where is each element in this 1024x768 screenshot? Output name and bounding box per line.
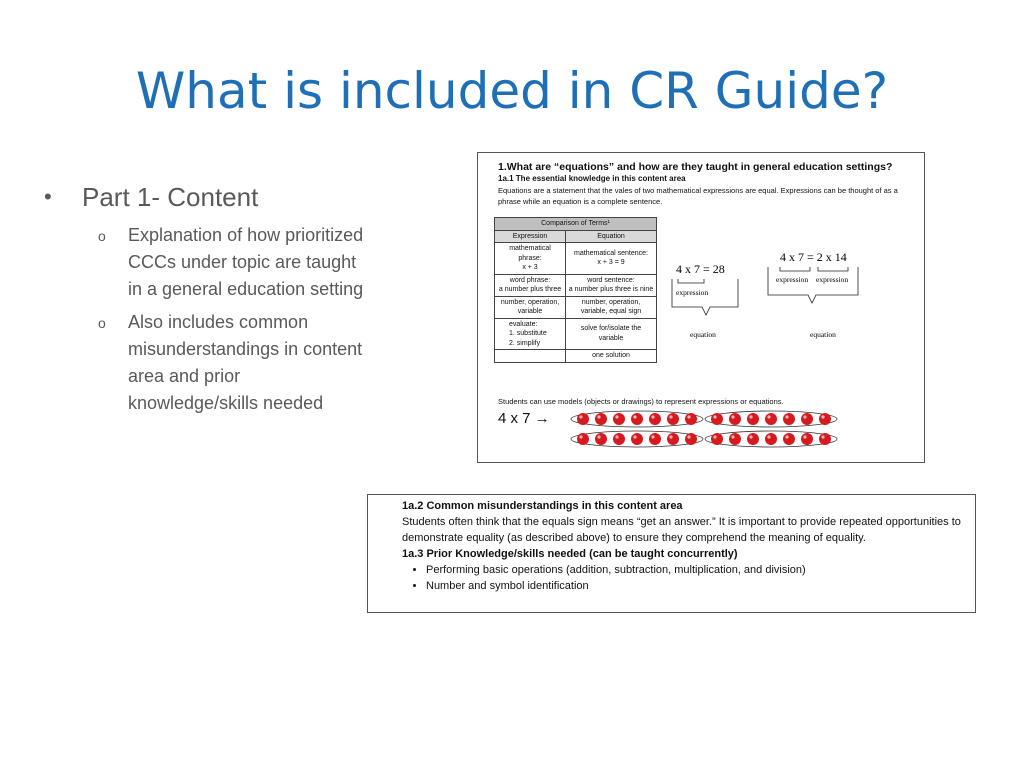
guide-excerpt-equations <box>477 152 925 463</box>
apple-highlight <box>803 435 806 438</box>
equation-1: 4 x 7 = 28 <box>676 262 725 276</box>
table-header: Equation <box>566 230 657 243</box>
apple-icon <box>747 413 759 425</box>
table-cell: number, operation, variable, equal sign <box>566 296 657 318</box>
apple-highlight <box>579 435 582 438</box>
apple-icon <box>685 433 697 445</box>
apple-icon <box>819 413 831 425</box>
model-expression: 4 x 7 → <box>498 410 550 427</box>
excerpt-subheading: 1a.1 The essential knowledge in this content area <box>498 174 686 183</box>
table-cell <box>495 350 566 363</box>
comparison-table <box>494 217 657 363</box>
list-item: • Performing basic operations (addition, subtraction, multiplication, and division) <box>426 562 967 578</box>
table-caption: Comparison of Terms¹ <box>495 218 657 231</box>
table-cell: solve for/isolate the variable <box>566 318 657 350</box>
circle-bullet-icon: o <box>98 315 106 331</box>
expression-bracket <box>780 267 810 271</box>
expression-label: expression <box>676 288 709 297</box>
apple-icon <box>667 433 679 445</box>
list-item: • Number and symbol identification <box>426 578 967 594</box>
table-cell: number, operation, variable <box>495 296 566 318</box>
apple-highlight <box>749 415 752 418</box>
table-cell: evaluate: 1. substitute 2. simplify <box>495 318 566 350</box>
apple-highlight <box>731 435 734 438</box>
apple-highlight <box>713 435 716 438</box>
apple-highlight <box>669 415 672 418</box>
apple-icon <box>765 433 777 445</box>
subbullet-2 <box>98 309 374 417</box>
apple-highlight <box>597 415 600 418</box>
apple-highlight <box>669 435 672 438</box>
table-cell: word phrase: a number plus three <box>495 274 566 296</box>
apple-highlight <box>821 435 824 438</box>
bullet-part1 <box>44 178 374 216</box>
apple-icon <box>729 433 741 445</box>
apple-highlight <box>687 435 690 438</box>
table-row <box>495 350 657 363</box>
slide-title: What is included in CR Guide? <box>135 62 889 120</box>
apple-highlight <box>615 435 618 438</box>
apple-highlight <box>731 415 734 418</box>
apple-highlight <box>713 415 716 418</box>
apple-icon <box>783 413 795 425</box>
equation-label: equation <box>810 330 836 339</box>
apple-groups-illustration <box>570 409 840 449</box>
apple-highlight <box>579 415 582 418</box>
equation-2: 4 x 7 = 2 x 14 <box>780 250 847 264</box>
apple-highlight <box>597 435 600 438</box>
apple-highlight <box>749 435 752 438</box>
apple-highlight <box>803 415 806 418</box>
apple-highlight <box>633 435 636 438</box>
models-text: Students can use models (objects or drawings) to represent expressions or equations. <box>498 397 784 406</box>
apple-highlight <box>651 415 654 418</box>
apple-highlight <box>687 415 690 418</box>
misunderstandings-heading: 1a.2 Common misunderstandings in this content area <box>402 500 683 512</box>
apple-icon <box>613 413 625 425</box>
apple-icon <box>819 433 831 445</box>
apple-highlight <box>767 415 770 418</box>
table-cell: mathematical phrase: x + 3 <box>495 243 566 275</box>
apple-icon <box>595 433 607 445</box>
expression-bracket <box>678 279 704 283</box>
apple-icon <box>595 413 607 425</box>
apple-icon <box>711 433 723 445</box>
equation-bracket <box>768 267 858 303</box>
table-cell: mathematical sentence: x + 3 = 9 <box>566 243 657 275</box>
table-cell: one solution <box>566 350 657 363</box>
expression-label: expression <box>776 275 809 284</box>
apple-highlight <box>785 415 788 418</box>
apple-icon <box>613 433 625 445</box>
table-header: Expression <box>495 230 566 243</box>
excerpt-heading: 1.What are “equations” and how are they taught in general education settings? <box>498 161 893 173</box>
apple-highlight <box>785 435 788 438</box>
apple-icon <box>631 413 643 425</box>
apple-icon <box>765 413 777 425</box>
bullet-list <box>44 178 374 417</box>
apple-highlight <box>821 415 824 418</box>
expression-label: expression <box>816 275 849 284</box>
expression-bracket <box>818 267 848 271</box>
excerpt-paragraph: Equations are a statement that the vales of two mathematical expressions are equal. Expressions can be thought of as a phrase while an equation is a complete sentence. <box>498 186 898 206</box>
table-row <box>495 274 657 296</box>
apple-icon <box>711 413 723 425</box>
table-row <box>495 318 657 350</box>
guide-excerpt-misunderstandings <box>367 494 976 613</box>
apple-highlight <box>633 415 636 418</box>
equation-diagram <box>668 243 918 353</box>
equation-bracket <box>672 279 738 315</box>
prior-knowledge-list <box>402 562 967 594</box>
apple-icon <box>667 413 679 425</box>
apple-icon <box>649 413 661 425</box>
circle-bullet-icon: o <box>98 228 106 244</box>
subbullet-text: Also includes common misunderstandings in content area and prior knowledge/skills needed <box>128 312 363 413</box>
misunderstandings-paragraph: Students often think that the equals sign means “get an answer.” It is important to provide repeated opportunities to demonstrate equality (as described above) to ensure they comprehend the meaning of equality. <box>402 516 961 544</box>
apple-icon <box>729 413 741 425</box>
table-row <box>495 243 657 275</box>
equation-label: equation <box>690 330 716 339</box>
apple-highlight <box>615 415 618 418</box>
apple-icon <box>631 433 643 445</box>
table-cell: word sentence: a number plus three is nine <box>566 274 657 296</box>
table-row <box>495 296 657 318</box>
apple-icon <box>577 413 589 425</box>
bullet-text: Part 1- Content <box>82 182 259 212</box>
apple-highlight <box>651 435 654 438</box>
apple-highlight <box>767 435 770 438</box>
subbullet-text: Explanation of how prioritized CCCs under topic are taught in a general education setting <box>128 225 364 299</box>
subbullet-1 <box>98 222 374 303</box>
apple-icon <box>801 413 813 425</box>
bullet-dot-icon: • <box>44 184 52 209</box>
apple-icon <box>747 433 759 445</box>
apple-icon <box>685 413 697 425</box>
apple-icon <box>649 433 661 445</box>
prior-knowledge-heading: 1a.3 Prior Knowledge/skills needed (can be taught concurrently) <box>402 548 738 560</box>
apple-icon <box>783 433 795 445</box>
apple-icon <box>801 433 813 445</box>
apple-icon <box>577 433 589 445</box>
